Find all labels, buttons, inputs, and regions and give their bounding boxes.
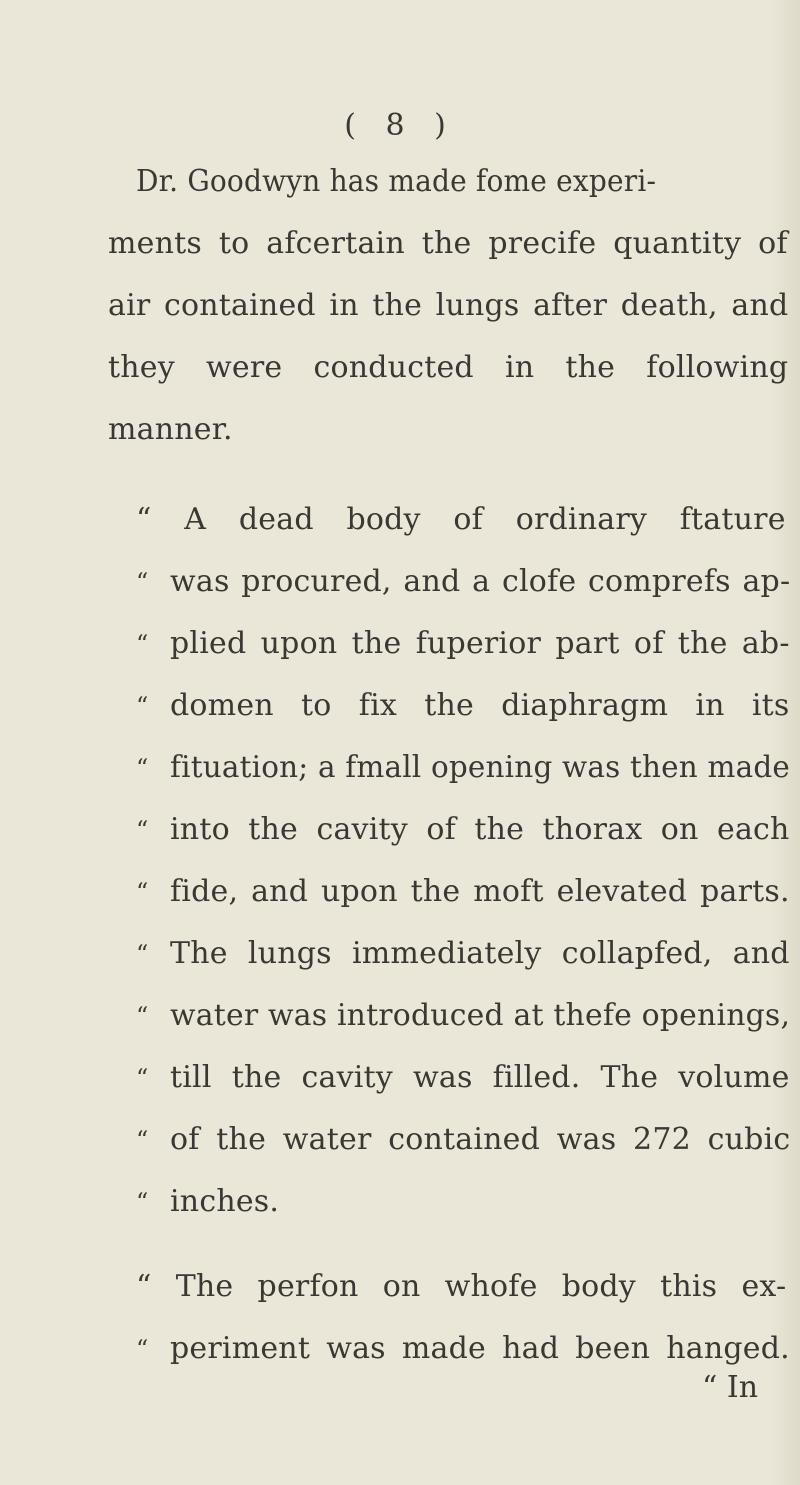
- text-line: plied upon the fuperior part of the ab-: [170, 626, 790, 661]
- text-line: manner.: [108, 412, 233, 447]
- text-line: into the cavity of the thorax on each: [170, 812, 790, 847]
- text-line: till the cavity was filled. The volume: [170, 1060, 790, 1095]
- page-number: ( 8 ): [344, 108, 456, 143]
- quote-mark: “: [136, 1064, 149, 1092]
- text-line: of the water contained was 272 cubic: [170, 1122, 791, 1157]
- text-line: periment was made had been hanged.: [170, 1331, 790, 1366]
- text-line: fituation; a fmall opening was then made: [170, 750, 790, 785]
- quote-mark: “: [136, 816, 149, 844]
- quote-mark: “: [136, 1126, 149, 1154]
- quote-mark: “: [136, 1002, 149, 1030]
- text-line: “ The perfon on whofe body this ex-: [136, 1269, 787, 1304]
- quote-mark: “: [136, 754, 149, 782]
- text-line: air contained in the lungs after death, and: [108, 288, 789, 323]
- text-line: “ A dead body of ordinary ftature: [136, 502, 786, 537]
- text-line: inches.: [170, 1184, 280, 1219]
- text-line: domen to fix the diaphragm in its: [170, 688, 790, 723]
- quote-mark: “: [136, 568, 149, 596]
- text-line: Dr. Goodwyn has made fome experi-: [136, 164, 657, 199]
- text-line: was procured, and a clofe comprefs ap-: [170, 564, 791, 599]
- text-line: fide, and upon the moft elevated parts.: [170, 874, 790, 909]
- quote-mark: “: [136, 630, 149, 658]
- quote-mark: “: [136, 692, 149, 720]
- text-line: ments to afcertain the precife quantity of: [108, 226, 788, 261]
- catchword: “ In: [702, 1370, 759, 1405]
- quote-mark: “: [136, 1335, 149, 1363]
- quote-mark: “: [136, 878, 149, 906]
- text-line: The lungs immediately collapfed, and: [170, 936, 790, 971]
- quote-mark: “: [136, 1188, 149, 1216]
- text-line: they were conducted in the following: [108, 350, 789, 385]
- quote-mark: “: [136, 940, 149, 968]
- text-line: water was introduced at thefe openings,: [170, 998, 791, 1033]
